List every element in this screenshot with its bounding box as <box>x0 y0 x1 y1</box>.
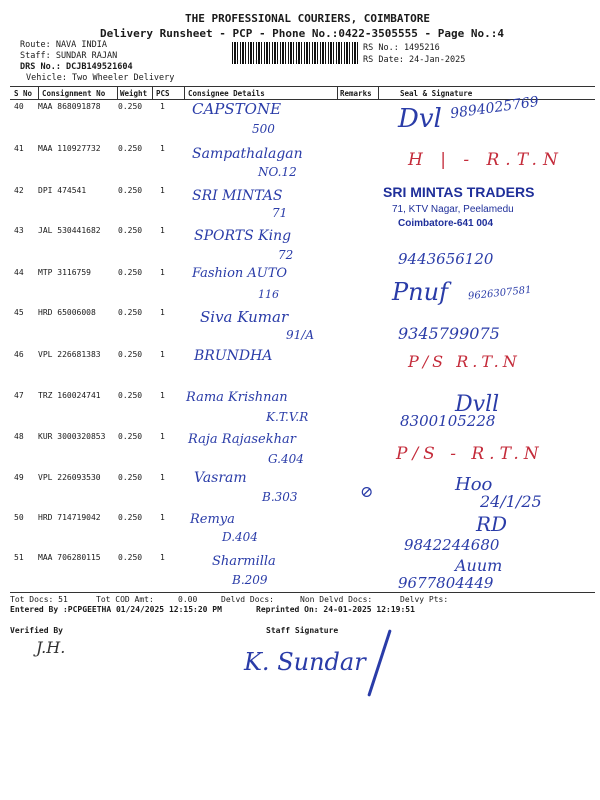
handwritten-consignee-address: B.303 <box>262 490 298 504</box>
handwritten-mark: ⊘ <box>360 482 374 501</box>
handwritten-signature: RD <box>476 512 508 536</box>
row-pcs: 1 <box>160 102 165 111</box>
handwritten-phone: 9345799075 <box>398 324 500 343</box>
handwritten-consignee: Rama Krishnan <box>186 390 288 405</box>
row-pcs: 1 <box>160 186 165 195</box>
col-remarks: Remarks <box>340 89 372 98</box>
row-weight: 0.250 <box>118 391 143 400</box>
rs-number: RS No.: 1495216 <box>363 43 440 53</box>
handwritten-consignee: SRI MINTAS <box>192 188 283 204</box>
handwritten-consignee-address: B.209 <box>232 573 268 587</box>
row-sno: 51 <box>14 553 24 562</box>
divider <box>38 86 39 99</box>
row-sno: 43 <box>14 226 24 235</box>
staff-signature: K. Sundar <box>244 648 366 676</box>
row-sno: 46 <box>14 350 24 359</box>
entered-by: Entered By :PCPGEETHA 01/24/2025 12:15:20 PM <box>10 605 222 614</box>
handwritten-phone: 9894025769 <box>449 93 540 123</box>
col-weight: Weight <box>120 89 148 98</box>
row-sno: 42 <box>14 186 24 195</box>
handwritten-signature: Dvll <box>455 392 500 417</box>
handwritten-remark: H | - R.T.N <box>408 150 564 170</box>
total-cod-label: Tot COD Amt: <box>96 595 154 604</box>
handwritten-consignee: SPORTS King <box>194 228 292 244</box>
row-weight: 0.250 <box>118 102 143 111</box>
row-pcs: 1 <box>160 473 165 482</box>
row-weight: 0.250 <box>118 226 143 235</box>
row-weight: 0.250 <box>118 268 143 277</box>
table-bottom-rule <box>10 592 595 593</box>
handwritten-consignee-address: 500 <box>252 122 275 136</box>
row-pcs: 1 <box>160 268 165 277</box>
handwritten-consignee-address: 91/A <box>286 328 314 342</box>
verified-by-label: Verified By <box>10 626 63 635</box>
row-sno: 45 <box>14 308 24 317</box>
handwritten-signature: Pnuf <box>392 278 448 306</box>
vehicle: Vehicle: Two Wheeler Delivery <box>26 73 175 83</box>
row-pcs: 1 <box>160 513 165 522</box>
row-weight: 0.250 <box>118 308 143 317</box>
handwritten-consignee-address: 72 <box>278 248 294 262</box>
handwritten-consignee-address: 116 <box>258 288 279 301</box>
company-stamp-name: SRI MINTAS TRADERS <box>383 184 535 200</box>
row-weight: 0.250 <box>118 186 143 195</box>
row-pcs: 1 <box>160 391 165 400</box>
delivery-points: Delvy Pts: <box>400 595 449 604</box>
signature-stroke <box>367 629 391 697</box>
company-stamp-city: Coimbatore-641 004 <box>398 218 494 229</box>
row-consignment-no: JAL 530441682 <box>38 226 101 235</box>
col-seal-signature: Seal & Signature <box>400 89 473 98</box>
divider <box>117 86 118 99</box>
row-pcs: 1 <box>160 308 165 317</box>
table-top-rule <box>10 86 595 87</box>
handwritten-signature: Auum <box>455 556 503 575</box>
handwritten-consignee: Sampathalagan <box>192 146 303 162</box>
handwritten-consignee-address: G.404 <box>268 452 304 466</box>
handwritten-consignee: Raja Rajasekhar <box>188 432 296 447</box>
row-pcs: 1 <box>160 432 165 441</box>
total-docs: Tot Docs: 51 <box>10 595 68 604</box>
row-pcs: 1 <box>160 144 165 153</box>
handwritten-consignee: Vasram <box>194 470 247 486</box>
company-stamp-address: 71, KTV Nagar, Peelamedu <box>392 204 514 215</box>
staff: Staff: SUNDAR RAJAN <box>20 51 118 61</box>
row-consignment-no: TRZ 160024741 <box>38 391 101 400</box>
row-consignment-no: HRD 65006008 <box>38 308 96 317</box>
row-sno: 47 <box>14 391 24 400</box>
handwritten-remark: P/S - R.T.N <box>396 444 544 464</box>
handwritten-signature: Dvl <box>398 104 442 134</box>
handwritten-phone: 9842244680 <box>404 536 500 554</box>
handwritten-consignee: Fashion AUTO <box>192 266 288 281</box>
staff-signature-label: Staff Signature <box>266 626 339 635</box>
handwritten-consignee-address: 71 <box>272 206 288 220</box>
handwritten-consignee-address: K.T.V.R <box>266 410 309 424</box>
row-consignment-no: MAA 868091878 <box>38 102 101 111</box>
col-consignment: Consignment No <box>42 89 106 98</box>
row-consignment-no: DPI 474541 <box>38 186 87 195</box>
row-weight: 0.250 <box>118 144 143 153</box>
divider <box>337 86 338 99</box>
handwritten-consignee: Remya <box>190 512 235 527</box>
company-name: THE PROFESSIONAL COURIERS, COIMBATORE <box>185 12 431 25</box>
divider <box>152 86 153 99</box>
runsheet-title: Delivery Runsheet - PCP - Phone No.:0422-3505555 - Page No.:4 <box>100 27 504 40</box>
handwritten-consignee: Siva Kumar <box>200 308 289 326</box>
handwritten-consignee: BRUNDHA <box>194 348 273 364</box>
row-consignment-no: MAA 706280115 <box>38 553 101 562</box>
row-weight: 0.250 <box>118 553 143 562</box>
handwritten-phone: 9626307581 <box>467 284 533 303</box>
handwritten-consignee-address: NO.12 <box>258 165 297 179</box>
col-pcs: PCS <box>156 89 170 98</box>
row-weight: 0.250 <box>118 473 143 482</box>
row-consignment-no: KUR 3000320853 <box>38 432 106 441</box>
reprinted-on: Reprinted On: 24-01-2025 12:19:51 <box>256 605 415 614</box>
divider <box>378 86 379 99</box>
row-pcs: 1 <box>160 350 165 359</box>
row-consignment-no: VPL 226681383 <box>38 350 101 359</box>
route: Route: NAVA INDIA <box>20 40 107 50</box>
col-consignee: Consignee Details <box>188 89 265 98</box>
row-consignment-no: MAA 110927732 <box>38 144 101 153</box>
row-weight: 0.250 <box>118 350 143 359</box>
row-weight: 0.250 <box>118 432 143 441</box>
row-pcs: 1 <box>160 553 165 562</box>
col-sno: S No <box>14 89 33 98</box>
row-sno: 48 <box>14 432 24 441</box>
row-sno: 49 <box>14 473 24 482</box>
handwritten-phone: 9443656120 <box>398 250 494 268</box>
handwritten-consignee: CAPSTONE <box>192 100 282 118</box>
row-sno: 44 <box>14 268 24 277</box>
verified-initials: J.H. <box>36 638 66 657</box>
row-consignment-no: HRD 714719042 <box>38 513 101 522</box>
handwritten-consignee: Sharmilla <box>212 554 276 569</box>
handwritten-phone: 8300105228 <box>400 412 496 430</box>
row-consignment-no: MTP 3116759 <box>38 268 91 277</box>
handwritten-date: 24/1/25 <box>480 492 542 511</box>
total-cod-value: 0.00 <box>178 595 198 604</box>
delivered-docs: Delvd Docs: <box>221 595 274 604</box>
non-delivered-docs: Non Delvd Docs: <box>300 595 373 604</box>
rs-date: RS Date: 24-Jan-2025 <box>363 55 466 65</box>
barcode <box>232 42 358 64</box>
divider <box>184 86 185 99</box>
drs-number: DRS No.: DCJB149521604 <box>20 62 133 72</box>
handwritten-signature: Hoo <box>455 474 493 495</box>
handwritten-remark: P/S R.T.N <box>408 352 521 371</box>
row-sno: 50 <box>14 513 24 522</box>
handwritten-phone: 9677804449 <box>398 574 494 592</box>
row-sno: 40 <box>14 102 24 111</box>
row-consignment-no: VPL 226093530 <box>38 473 101 482</box>
handwritten-consignee-address: D.404 <box>222 530 258 544</box>
row-pcs: 1 <box>160 226 165 235</box>
row-sno: 41 <box>14 144 24 153</box>
row-weight: 0.250 <box>118 513 143 522</box>
